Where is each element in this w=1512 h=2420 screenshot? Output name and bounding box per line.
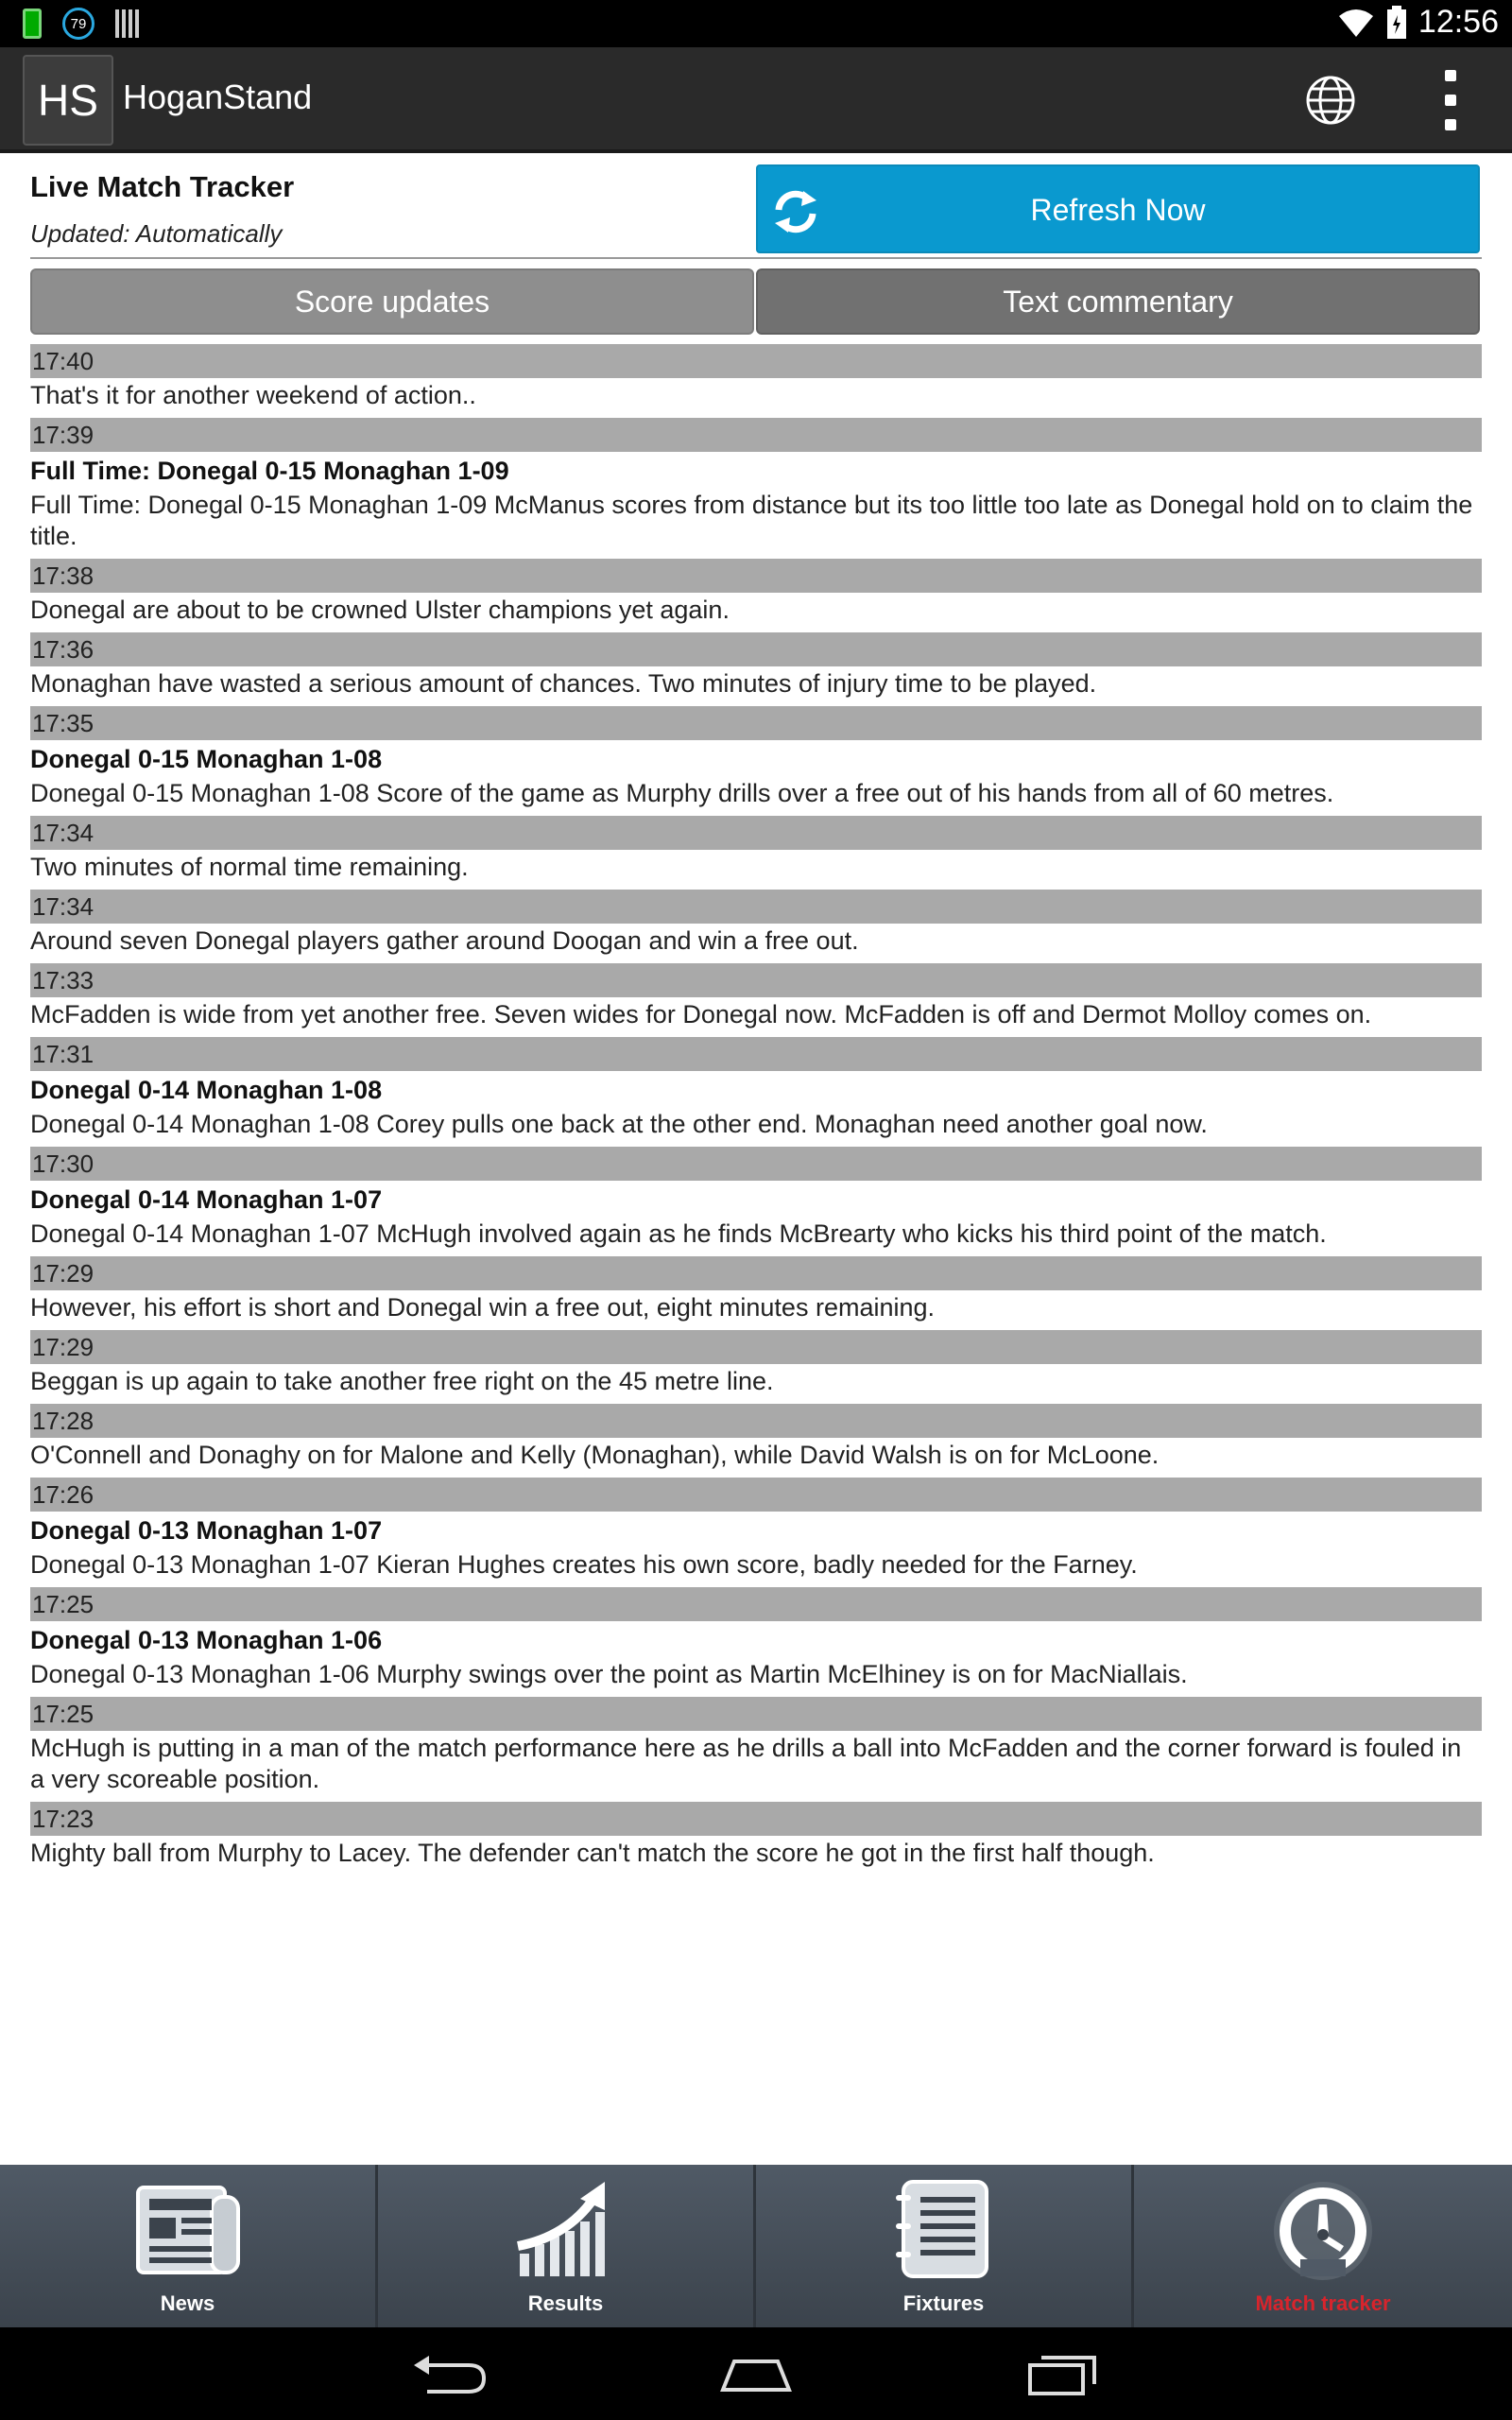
nav-news-label: News [160,2291,215,2315]
stopwatch-icon [1266,2178,1380,2282]
app-logo[interactable]: HS [23,55,113,146]
update-status: Updated: Automatically [30,219,283,248]
overflow-menu-icon[interactable] [1435,70,1467,130]
entry-text: Donegal 0-13 Monaghan 1-06 Murphy swings over the point as Martin McElhiney is on for MacNiallais. [30,1660,1188,1688]
refresh-now-button[interactable] [756,164,1480,253]
entry-timestamp: 17:28 [30,1404,1482,1438]
entry-text: Mighty ball from Murphy to Lacey. The defender can't match the score he got in the first half though. [30,1839,1155,1867]
list-item [30,632,1482,700]
nav-fixtures[interactable] [756,2165,1134,2327]
list-item [30,344,1482,411]
entry-timestamp: 17:25 [30,1587,1482,1621]
divider [30,257,1482,259]
entry-timestamp: 17:35 [30,706,1482,740]
entry-score-headline: Donegal 0-14 Monaghan 1-08 [30,1076,383,1104]
list-item [30,890,1482,957]
list-item [30,1147,1482,1250]
wifi-icon [1337,7,1375,39]
status-bar [0,0,1512,47]
entry-score-headline: Donegal 0-13 Monaghan 1-06 [30,1626,383,1654]
bottom-nav [0,2165,1512,2327]
list-item [30,1404,1482,1471]
fixtures-notepad-icon [888,2178,1002,2282]
entry-text: Around seven Donegal players gather around Doogan and win a free out. [30,926,859,955]
entry-text: Two minutes of normal time remaining. [30,853,469,881]
update-badge-icon [62,8,94,40]
system-nav-bar [0,2327,1512,2420]
entry-timestamp: 17:34 [30,890,1482,924]
nav-fixtures-label: Fixtures [902,2291,985,2315]
list-item [30,418,1482,552]
entry-score-headline: Donegal 0-14 Monaghan 1-07 [30,1185,383,1214]
list-item [30,559,1482,626]
entry-text: Beggan is up again to take another free right on the 45 metre line. [30,1367,774,1395]
newspaper-icon [132,2178,246,2282]
list-item [30,1256,1482,1323]
nav-match-tracker[interactable] [1134,2165,1512,2327]
entry-text: McHugh is putting in a man of the match performance here as he drills a ball into McFadden and the corner forward is fouled in a very scoreable position. [30,1734,1462,1793]
entry-timestamp: 17:29 [30,1256,1482,1290]
entry-timestamp: 17:33 [30,963,1482,997]
recent-apps-icon[interactable] [1021,2348,1106,2401]
list-item [30,1478,1482,1581]
entry-timestamp: 17:29 [30,1330,1482,1364]
entry-text: Donegal 0-14 Monaghan 1-08 Corey pulls one back at the other end. Monaghan need another goal now. [30,1110,1208,1138]
nav-results[interactable] [378,2165,756,2327]
list-item [30,963,1482,1030]
clock: 12:56 [1418,4,1499,40]
barcode-icon [115,9,140,38]
list-item [30,1587,1482,1690]
nav-results-label: Results [527,2291,604,2315]
phone-icon [23,9,42,39]
entry-timestamp: 17:25 [30,1697,1482,1731]
page-title: Live Match Tracker [30,170,295,203]
entry-text: Donegal are about to be crowned Ulster champions yet again. [30,596,730,624]
commentary-feed[interactable] [30,344,1482,1876]
list-item [30,1330,1482,1397]
list-item [30,706,1482,809]
entry-text: Donegal 0-13 Monaghan 1-07 Kieran Hughes creates his own score, badly needed for the Farney. [30,1550,1138,1579]
nav-match-tracker-label: Match tracker [1255,2291,1391,2315]
home-icon[interactable] [713,2348,799,2401]
nav-news[interactable] [0,2165,378,2327]
refresh-now-label: Refresh Now [1030,193,1206,227]
list-item [30,1037,1482,1140]
entry-timestamp: 17:31 [30,1037,1482,1071]
list-item [30,1802,1482,1869]
entry-text: McFadden is wide from yet another free. Seven wides for Donegal now. McFadden is off and Dermot Molloy comes on. [30,1000,1372,1028]
tab-text-commentary[interactable]: Text commentary [756,268,1480,335]
entry-score-headline: Donegal 0-15 Monaghan 1-08 [30,745,383,773]
entry-text: However, his effort is short and Donegal win a free out, eight minutes remaining. [30,1293,936,1322]
entry-timestamp: 17:23 [30,1802,1482,1836]
entry-score-headline: Full Time: Donegal 0-15 Monaghan 1-09 [30,457,509,485]
entry-text: Monaghan have wasted a serious amount of chances. Two minutes of injury time to be played. [30,669,1097,698]
entry-text: O'Connell and Donaghy on for Malone and Kelly (Monaghan), while David Walsh is on for McLoone. [30,1441,1160,1469]
entry-text: Donegal 0-15 Monaghan 1-08 Score of the game as Murphy drills over a free out of his hands from all of 60 metres. [30,779,1334,807]
results-chart-icon [510,2178,624,2282]
tab-score-updates[interactable]: Score updates [30,268,754,335]
entry-text: Full Time: Donegal 0-15 Monaghan 1-09 McManus scores from distance but its too little too late as Donegal hold on to claim the title. [30,491,1473,550]
list-item [30,816,1482,883]
globe-icon[interactable] [1304,74,1357,127]
entry-timestamp: 17:34 [30,816,1482,850]
entry-text: Donegal 0-14 Monaghan 1-07 McHugh involved again as he finds McBrearty who kicks his third point of the match. [30,1219,1327,1248]
entry-timestamp: 17:38 [30,559,1482,593]
back-icon[interactable] [406,2348,491,2401]
entry-score-headline: Donegal 0-13 Monaghan 1-07 [30,1516,383,1545]
app-title: HoganStand [123,78,313,116]
battery-icon [1386,6,1407,40]
app-bar [0,47,1512,153]
entry-timestamp: 17:39 [30,418,1482,452]
entry-text: That's it for another weekend of action.. [30,381,476,409]
entry-timestamp: 17:36 [30,632,1482,666]
notification-badge-count: 79 [70,15,87,32]
entry-timestamp: 17:30 [30,1147,1482,1181]
list-item [30,1697,1482,1795]
entry-timestamp: 17:26 [30,1478,1482,1512]
entry-timestamp: 17:40 [30,344,1482,378]
